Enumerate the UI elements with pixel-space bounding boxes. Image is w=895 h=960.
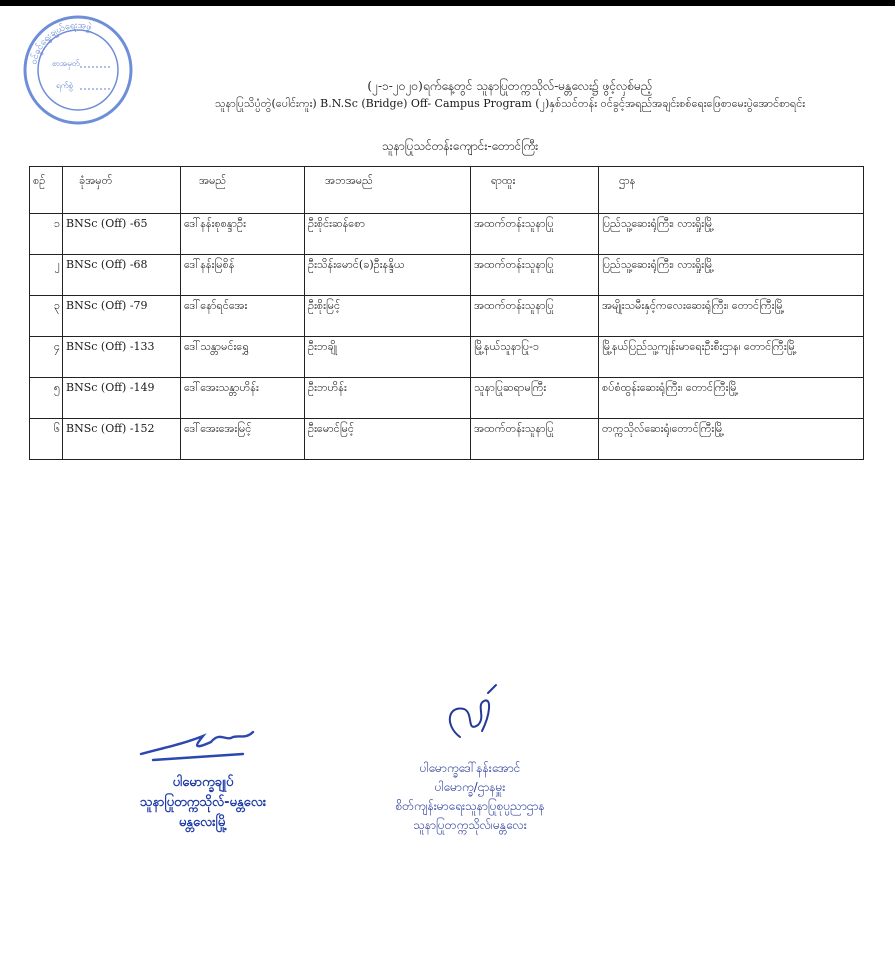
table-row bbox=[30, 214, 864, 255]
left-signatory-org: သူနာပြုတက္ကသိုလ်-မန္တလေး bbox=[139, 795, 267, 810]
cell-father: ဦးဘဟိန်း bbox=[305, 378, 471, 419]
cell-rank: အထက်တန်းသူနာပြု bbox=[471, 214, 599, 255]
right-signatory-dept: စိတ်ကျန်းမာရေးသူနာပြုစုပ္ပညာဌာန bbox=[395, 799, 545, 813]
cell-rank: အထက်တန်းသူနာပြု bbox=[471, 255, 599, 296]
cell-rank: သူနာပြုဆရာမကြီး bbox=[471, 378, 599, 419]
col-header-serial: စဉ် bbox=[30, 167, 63, 214]
table-row bbox=[30, 255, 864, 296]
cell-rank: မြို့နယ်သူနာပြု-၁ bbox=[471, 337, 599, 378]
cell-father: ဦးစိုးမြင့် bbox=[305, 296, 471, 337]
results-table bbox=[29, 166, 864, 460]
signatory-left bbox=[88, 718, 318, 833]
signatory-right bbox=[345, 675, 595, 835]
cell-serial: ၂ bbox=[30, 255, 63, 296]
heading-date-line: (၂-၁-၂၀၂၀)ရက်နေ့တွင် သူနာပြုတက္ကသိုလ်-မန္တလေး၌ ဖွင့်လှစ်မည့် bbox=[367, 79, 653, 93]
cell-dept: ပြည်သူ့ဆေးရုံကြီး၊ လားရှိုးမြို့ bbox=[599, 255, 864, 296]
right-signatory-title: ပါမောက္ခ/ဌာနမှူး bbox=[434, 780, 506, 794]
signature-scribble-icon bbox=[430, 675, 510, 753]
cell-serial: ၄ bbox=[30, 337, 63, 378]
table-row bbox=[30, 378, 864, 419]
right-signatory-name: ပါမောက္ခဒေါ်နန်းအောင် bbox=[419, 761, 521, 775]
col-header-dept: ဌာန bbox=[599, 167, 864, 214]
cell-serial: ၃ bbox=[30, 296, 63, 337]
cell-name: ဒေါ်နန်းမြစိန် bbox=[181, 255, 305, 296]
cell-roll: BNSc (Off) -152 bbox=[63, 419, 181, 460]
seal-line-b: ရက်စွဲ bbox=[56, 81, 73, 90]
cell-roll: BNSc (Off) -68 bbox=[63, 255, 181, 296]
cell-father: ဦးသိန်းမောင်(ခ)ဦးနန္ဒိယ bbox=[305, 255, 471, 296]
cell-roll: BNSc (Off) -65 bbox=[63, 214, 181, 255]
cell-name: ဒေါ်သန္တာမင်းရွှေ bbox=[181, 337, 305, 378]
seal-ring-text: ဝင်ခွင့်ရွေးချယ်ရေးအဖွဲ့ bbox=[29, 20, 93, 66]
seal-line-a: စာအမှတ် bbox=[52, 59, 80, 68]
table-header-row bbox=[30, 167, 864, 214]
cell-rank: အထက်တန်းသူနာပြု bbox=[471, 296, 599, 337]
cell-father: ဦးဘချို bbox=[305, 337, 471, 378]
cell-dept: စပ်စံထွန်းဆေးရုံကြီး၊ တောင်ကြီးမြို့ bbox=[599, 378, 864, 419]
left-signatory-city: မန္တလေးမြို့ bbox=[178, 815, 228, 830]
signature-scribble-icon bbox=[133, 718, 273, 766]
cell-serial: ၅ bbox=[30, 378, 63, 419]
cell-dept: အမျိုးသမီးနှင့်ကလေးဆေးရုံကြီး၊ တောင်ကြီးမြို့ bbox=[599, 296, 864, 337]
cell-dept: မြို့နယ်ပြည်သူ့ကျန်းမာရေးဦးစီးဌာန၊ တောင်ကြီးမြို့ bbox=[599, 337, 864, 378]
official-seal-icon bbox=[22, 14, 134, 126]
cell-father: ဦးမောင်မြင့် bbox=[305, 419, 471, 460]
heading-school: သူနာပြုသင်တန်းကျောင်း-တောင်ကြီး bbox=[381, 139, 539, 153]
cell-serial: ၁ bbox=[30, 214, 63, 255]
right-signatory-org: သူနာပြုတက္ကသိုလ်၊မန္တလေး bbox=[413, 818, 527, 832]
cell-roll: BNSc (Off) -149 bbox=[63, 378, 181, 419]
left-signatory-title: ပါမောက္ခချုပ် bbox=[172, 775, 234, 790]
col-header-name: အမည် bbox=[181, 167, 305, 214]
table-row bbox=[30, 296, 864, 337]
table-row bbox=[30, 337, 864, 378]
heading-program-title: သူနာပြုသိပ္ပံတွဲ(ပေါင်းကူး) B.N.Sc (Bridge) Off- Campus Program (၂)နှစ်သင်တန်း ဝင်ခွင့်အရည်အချင်းစစ်ရေးဖြေစာမေးပွဲအောင်စာရင်း bbox=[214, 97, 806, 110]
cell-father: ဦးစိုင်းဆန်စော bbox=[305, 214, 471, 255]
table-row bbox=[30, 419, 864, 460]
cell-rank: အထက်တန်းသူနာပြု bbox=[471, 419, 599, 460]
cell-dept: တက္ကသိုလ်ဆေးရုံ၊တောင်ကြီးမြို့ bbox=[599, 419, 864, 460]
cell-serial: ၆ bbox=[30, 419, 63, 460]
col-header-rank: ရာထူး bbox=[471, 167, 599, 214]
cell-roll: BNSc (Off) -133 bbox=[63, 337, 181, 378]
top-edge-bar bbox=[0, 0, 895, 6]
col-header-roll: ခုံအမှတ် bbox=[63, 167, 181, 214]
col-header-father: အဘအမည် bbox=[305, 167, 471, 214]
cell-roll: BNSc (Off) -79 bbox=[63, 296, 181, 337]
cell-dept: ပြည်သူ့ဆေးရုံကြီး၊ လားရှိုးမြို့ bbox=[599, 214, 864, 255]
cell-name: ဒေါ်အေးအေးမြင့် bbox=[181, 419, 305, 460]
cell-name: ဒေါ်နန်းစုစန္ဒာဦး bbox=[181, 214, 305, 255]
cell-name: ဒေါ်နော်ရင်အေး bbox=[181, 296, 305, 337]
cell-name: ဒေါ်အေးသန္တာဟိန်း bbox=[181, 378, 305, 419]
